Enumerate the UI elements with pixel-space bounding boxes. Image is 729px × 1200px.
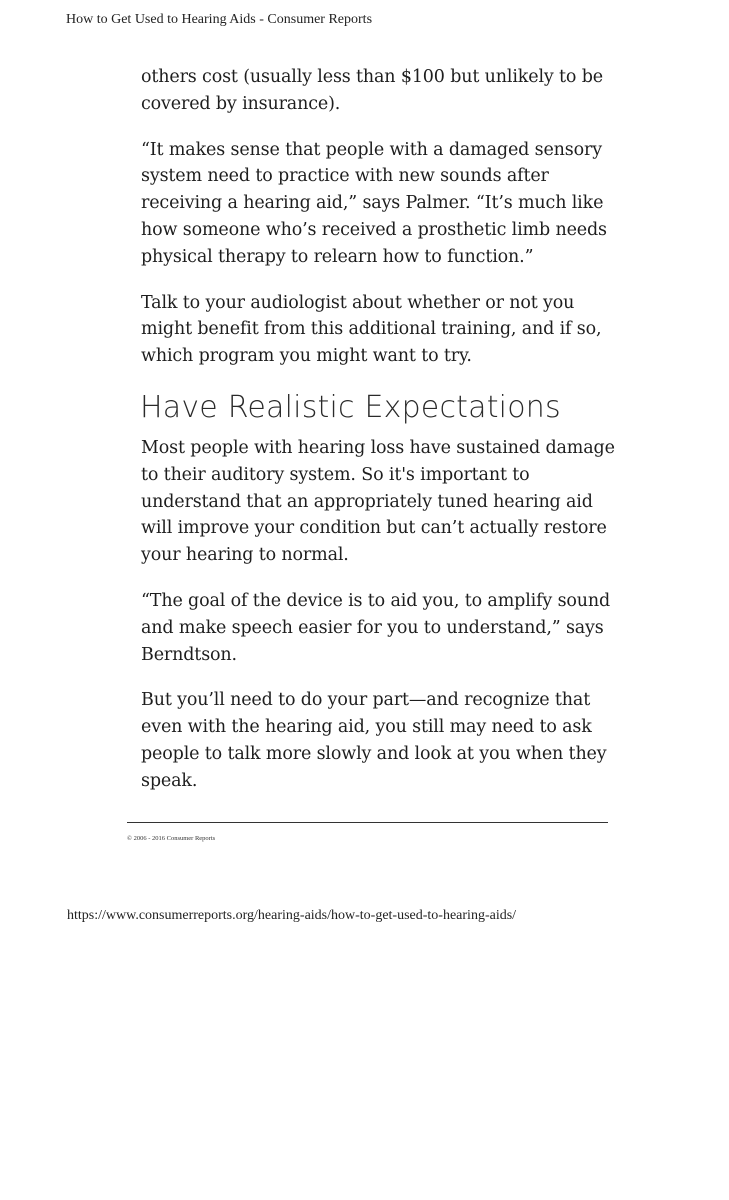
article-paragraph: “The goal of the device is to aid you, to amplify sound and make speech easier for you to understand,” says Berndtson.: [141, 590, 611, 665]
article-paragraph: Most people with hearing loss have sustained damage to their auditory system. So it's important to understand that an appropriately tuned hearing aid will improve your condition but can’t actually restore your hearing to normal.: [141, 437, 615, 566]
article-paragraph: But you’ll need to do your part—and recognize that even with the hearing aid, you still may need to ask people to talk more slowly and look at you when they speak.: [141, 690, 607, 791]
article-body: [141, 64, 616, 814]
article-paragraph: Talk to your audiologist about whether or not you might benefit from this additional training, and if so, which program you might want to try.: [141, 292, 602, 367]
print-header-title: How to Get Used to Hearing Aids - Consumer Reports: [66, 12, 373, 27]
article-paragraph: others cost (usually less than $100 but unlikely to be covered by insurance).: [141, 67, 603, 114]
article-paragraph: “It makes sense that people with a damaged sensory system need to practice with new sounds after receiving a hearing aid,” says Palmer. “It’s much like how someone who’s received a prosthetic limb needs physical therapy to relearn how to function.”: [141, 139, 607, 267]
footer-divider: [127, 822, 608, 823]
copyright-notice: © 2006 - 2016 Consumer Reports: [127, 835, 216, 842]
print-footer-url: https://www.consumerreports.org/hearing-aids/how-to-get-used-to-hearing-aids/: [67, 908, 517, 923]
section-heading: Have Realistic Expectations: [140, 389, 561, 425]
